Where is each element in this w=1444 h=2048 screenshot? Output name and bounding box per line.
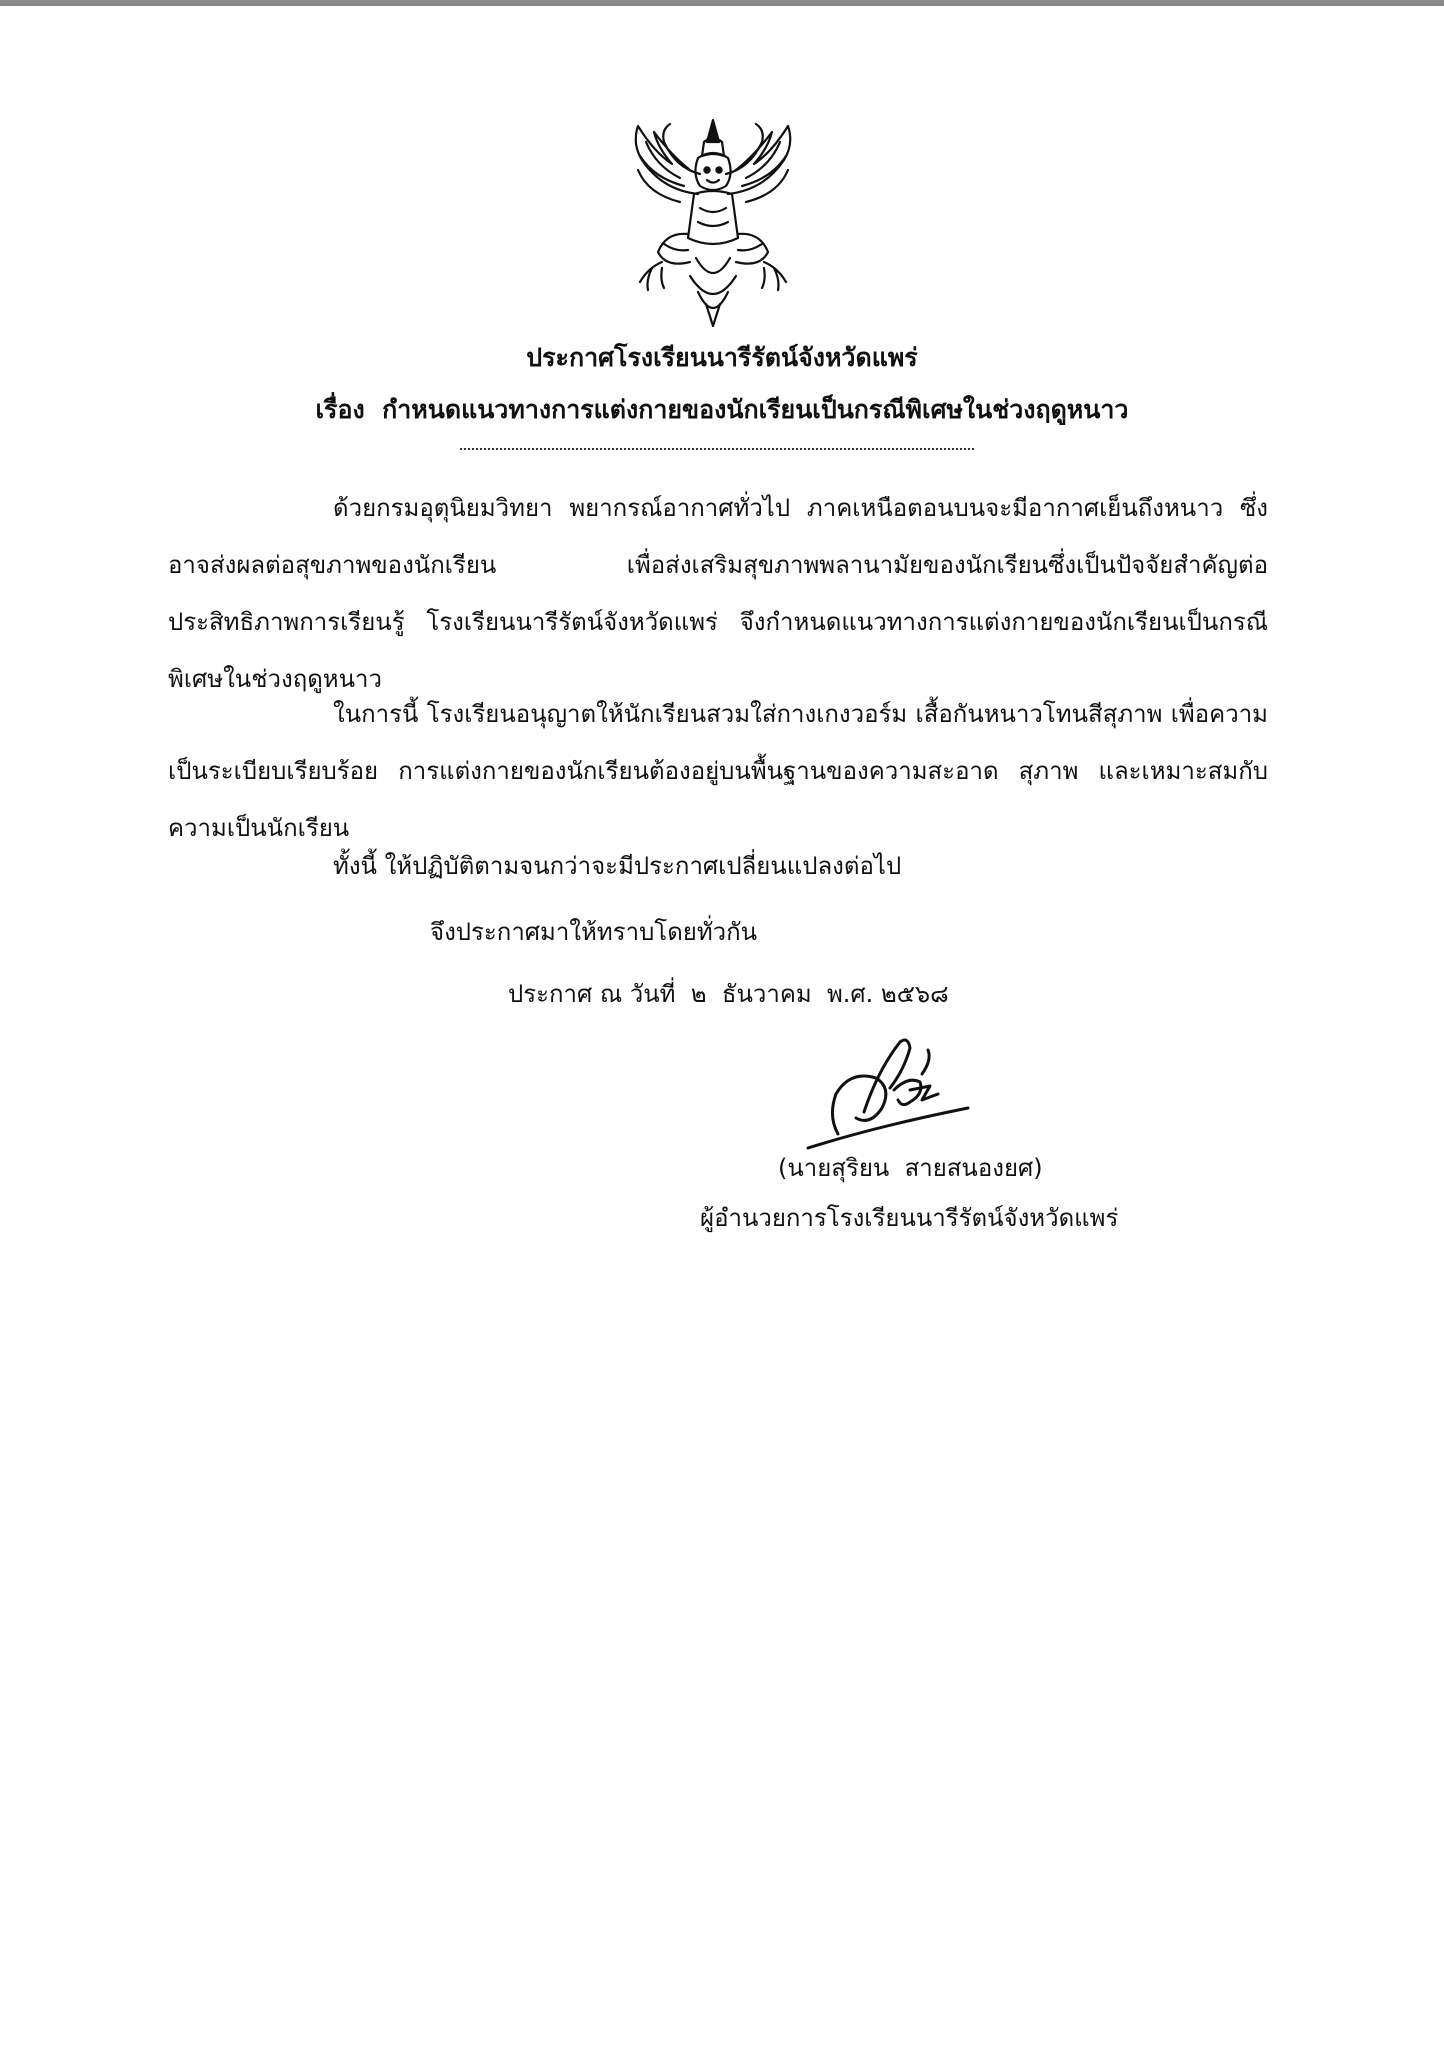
date-line: ประกาศ ณ วันที่ ๒ ธันวาคม พ.ศ. ๒๕๖๘ (508, 980, 949, 1008)
dotted-divider (460, 448, 974, 450)
announcement-title: ประกาศโรงเรียนนารีรัตน์จังหวัดแพร่ (526, 343, 918, 372)
signatory-name: (นายสุริยน สายสนองยศ) (778, 1154, 1043, 1182)
body-paragraph-3: ทั้งนี้ ให้ปฏิบัติตามจนกว่าจะมีประกาศเปลี่ยนแปลงต่อไป (333, 852, 902, 880)
announce-line: จึงประกาศมาให้ทราบโดยทั่วกัน (430, 918, 758, 946)
garuda-emblem-icon (618, 112, 808, 330)
body-paragraph-1: ด้วยกรมอุตุนิยมวิทยา พยากรณ์อากาศทั่วไป ภาคเหนือตอนบนจะมีอากาศเย็นถึงหนาว ซึ่งอาจส่งผลต่อสุขภาพของนักเรียน เพื่อส่งเสริมสุขภาพพลานามัยของนักเรียนซึ่งเป็นปัจจัยสำคัญต่อประสิทธิภาพการเรียนรู้ โรงเรียนนารีรัตน์จังหวัดแพร่ จึงกำหนดแนวทางการแต่งกายของนักเรียนเป็นกรณีพิเศษในช่วงฤดูหนาว (168, 494, 1268, 693)
signatory-position: ผู้อำนวยการโรงเรียนนารีรัตน์จังหวัดแพร่ (700, 1204, 1119, 1232)
body-paragraph-2: ในการนี้ โรงเรียนอนุญาตให้นักเรียนสวมใส่กางเกงวอร์ม เสื้อกันหนาวโทนสีสุภาพ เพื่อความเป็นระเบียบเรียบร้อย การแต่งกายของนักเรียนต้องอยู่บนพื้นฐานของความสะอาด สุภาพ และเหมาะสมกับความเป็นนักเรียน (168, 700, 1268, 842)
handwritten-signature (798, 1030, 980, 1154)
announcement-subject: เรื่อง กำหนดแนวทางการแต่งกายของนักเรียนเป็นกรณีพิเศษในช่วงฤดูหนาว (315, 395, 1129, 424)
